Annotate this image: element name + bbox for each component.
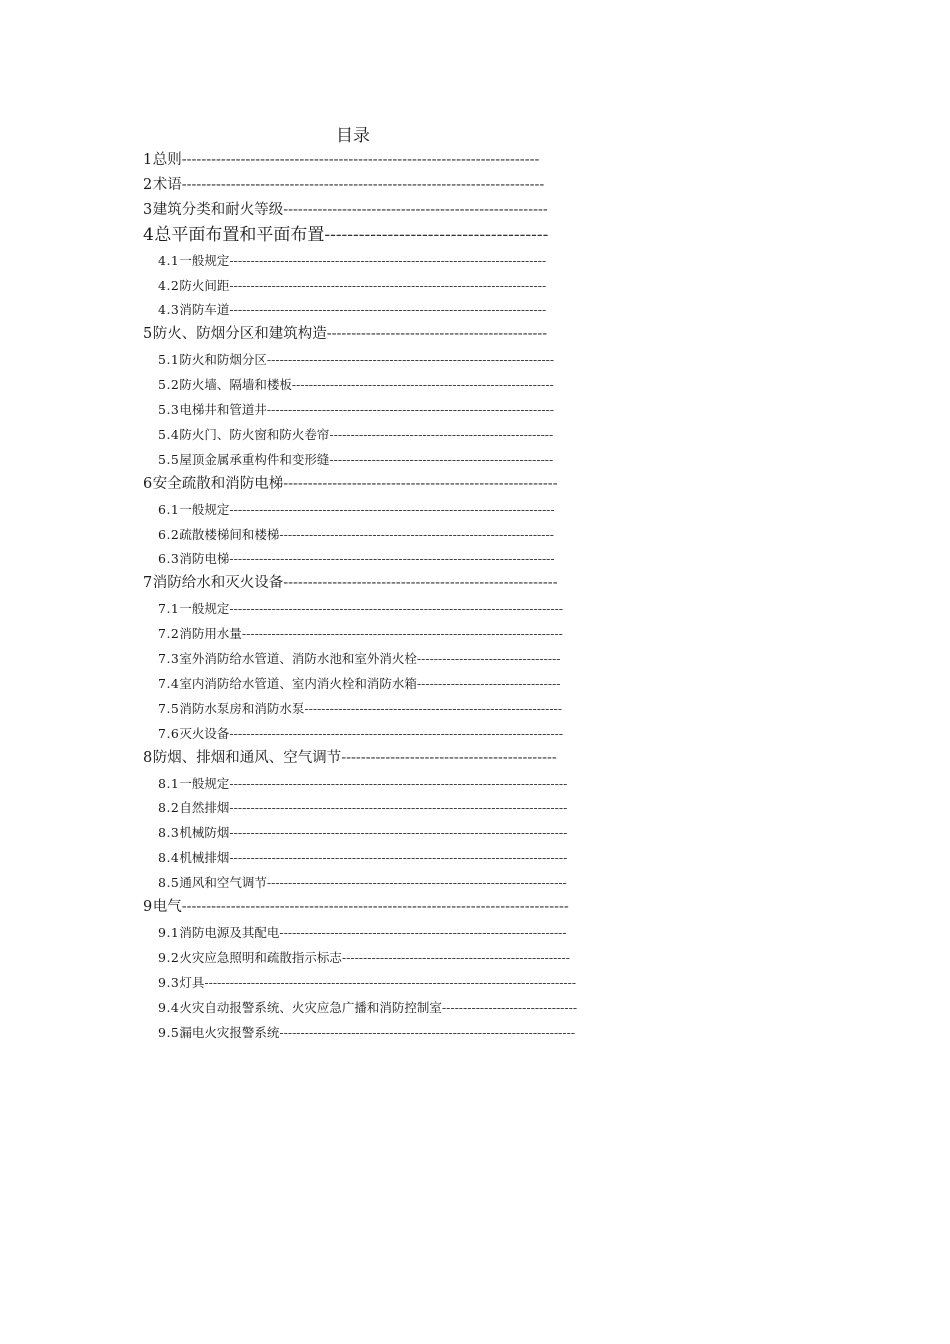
toc-entry-number: 9.2 — [158, 949, 180, 965]
toc-entry-text: 一般规定 — [179, 501, 230, 517]
toc-entry-number: 5 — [143, 326, 153, 343]
toc-entry-number: 9.5 — [158, 1024, 180, 1040]
toc-entry-text: 电气 — [152, 899, 182, 915]
toc-dot-leader: ------------------------------------------------------------------------------- — [181, 899, 569, 915]
toc-dot-leader: -------------------------------------------------------------------- — [266, 402, 555, 417]
toc-entry-number: 8 — [143, 749, 153, 766]
toc-dot-leader: ----------------------------------------------------------------------- — [266, 875, 567, 891]
toc-dot-leader: ------------------------------------------------------------------------- — [181, 152, 540, 168]
toc-entry — [158, 771, 570, 796]
toc-entry — [143, 746, 560, 771]
toc-entry-number: 7.6 — [158, 725, 180, 741]
toc-entry-text: 消防用水量 — [179, 626, 242, 642]
toc-dot-leader: -------------------------------------------------------------------- — [279, 924, 567, 940]
toc-entry-number: 9.4 — [158, 999, 180, 1015]
toc-entry-number: 4.3 — [158, 302, 180, 318]
toc-dot-leader: -------------------------------------------------------- — [283, 475, 558, 492]
toc-entry — [143, 148, 543, 173]
toc-entry — [158, 995, 577, 1020]
toc-entry-text: 室内消防给水管道、室内消火栓和消防水箱 — [179, 675, 417, 691]
toc-dot-leader: -------------------------------------------------------- — [283, 575, 558, 592]
toc-dot-leader: ---------------------------------- — [416, 651, 561, 666]
toc-entry-text: 防火、防烟分区和建筑构造 — [152, 326, 327, 343]
toc-entry-text: 防火间距 — [179, 277, 230, 293]
toc-entry-number: 7.5 — [158, 700, 180, 716]
toc-entry-number: 7.1 — [158, 601, 180, 617]
toc-entry-text: 消防水泵房和消防水泵 — [179, 700, 305, 716]
toc-entry-number: 8.4 — [158, 850, 180, 866]
toc-dot-leader: -------------------------------------------------------------------------------- — [229, 800, 568, 816]
toc-dot-leader: -------------------------------------------------------------------------------- — [229, 775, 568, 791]
toc-entry — [158, 297, 548, 322]
toc-entry — [158, 621, 563, 646]
toc-entry-text: 一般规定 — [179, 601, 230, 617]
toc-entry — [158, 671, 563, 696]
toc-dot-leader: -------------------------------------------------------------------------------- — [229, 825, 568, 841]
toc-entry-text: 屋顶金属承重构件和变形缝 — [179, 451, 330, 467]
toc-entry-number: 6.3 — [158, 551, 180, 567]
toc-entry-number: 6 — [143, 475, 153, 492]
toc-dot-leader: -------------------------------------------------------------------------------- — [229, 850, 568, 866]
toc-entry — [143, 895, 570, 920]
toc-entry — [158, 970, 577, 995]
toc-entry-number: 5.4 — [158, 426, 180, 442]
toc-entry-number: 8.5 — [158, 875, 180, 891]
toc-entry — [158, 397, 556, 422]
toc-dot-leader: -------------------------------------------------------------- — [291, 377, 554, 393]
toc-entry — [158, 646, 563, 671]
toc-entry-text: 防火门、防火窗和防火卷帘 — [179, 426, 330, 442]
toc-entry — [158, 845, 570, 870]
toc-entry-number: 4 — [143, 224, 155, 245]
toc-entry-text: 疏散楼梯间和楼梯 — [179, 526, 280, 542]
toc-entry-text: 灯具 — [179, 974, 205, 990]
toc-dot-leader: ----------------------------------------------------------------------------- — [229, 551, 555, 567]
toc-entry-text: 防火和防烟分区 — [179, 352, 267, 368]
toc-dot-leader: -------------------------------------------------------------------- — [266, 352, 555, 368]
toc-dot-leader: ---------------------------------------------------------------------------------------- — [204, 974, 577, 990]
toc-entry-text: 机械防烟 — [179, 825, 230, 841]
toc-entry-number: 8.1 — [158, 775, 180, 791]
toc-entry-number: 5.3 — [158, 402, 180, 417]
toc-entry-text: 总平面布置和平面布置 — [154, 224, 325, 245]
toc-entry — [143, 571, 558, 596]
toc-entry-text: 一般规定 — [179, 252, 230, 268]
toc-entry — [158, 273, 548, 298]
toc-entry-text: 总则 — [152, 152, 182, 168]
toc-entry-number: 5.2 — [158, 377, 180, 393]
toc-entry-text: 一般规定 — [179, 775, 230, 791]
toc-entry-text: 电梯井和管道井 — [179, 402, 267, 417]
toc-dot-leader: ------------------------------------------------------ — [283, 201, 548, 218]
toc-entry-text: 机械排烟 — [179, 850, 230, 866]
toc-entry — [158, 920, 570, 945]
toc-entry-text: 通风和空气调节 — [179, 875, 267, 891]
toc-dot-leader: ------------------------------------------------------------- — [304, 700, 563, 716]
toc-dot-leader: ---------------------------------- — [416, 675, 561, 691]
toc-entry — [143, 472, 558, 497]
toc-entry — [158, 447, 556, 472]
toc-dot-leader: --------------------------------------------------------------------------- — [229, 302, 547, 318]
toc-entry-text: 火灾自动报警系统、火灾应急广播和消防控制室 — [179, 999, 442, 1015]
toc-entry-number: 7.2 — [158, 626, 180, 642]
toc-dot-leader: ------------------------------------------------------------------------------- — [229, 725, 563, 741]
toc-entry-number: 7 — [143, 575, 153, 592]
toc-entry-text: 消防车道 — [179, 302, 230, 318]
toc-dot-leader: ---------------------------------------------------------------------------- — [241, 626, 563, 642]
toc-entry-number: 9 — [143, 899, 153, 915]
toc-entry-number: 6.1 — [158, 501, 180, 517]
toc-dot-leader: --------------------------------------------------------------------------- — [229, 277, 547, 293]
toc-entry-number: 8.3 — [158, 825, 180, 841]
toc-entry — [143, 322, 550, 347]
toc-dot-leader: --------------------------------------------- — [326, 326, 548, 343]
toc-entry — [158, 497, 556, 522]
toc-entry-text: 自然排烟 — [179, 800, 230, 816]
toc-entry-text: 防烟、排烟和通风、空气调节 — [152, 749, 342, 766]
toc-entry-text: 室外消防给水管道、消防水池和室外消火栓 — [179, 651, 417, 666]
toc-entry — [158, 1020, 577, 1045]
toc-entry — [143, 173, 548, 198]
toc-entry-number: 6.2 — [158, 526, 180, 542]
toc-entry-number: 2 — [143, 176, 153, 193]
toc-dot-leader: ----------------------------------------------------- — [329, 451, 554, 467]
toc-entry-text: 消防电梯 — [179, 551, 230, 567]
toc-dot-leader: -------------------------------------------------------------------------- — [181, 176, 545, 193]
toc-entry-number: 5.1 — [158, 352, 180, 368]
toc-entry — [158, 721, 563, 746]
toc-dot-leader: ------------------------------------------------------ — [341, 949, 570, 965]
toc-entry — [143, 198, 550, 223]
toc-dot-leader: ----------------------------------------------------------------------------- — [229, 501, 555, 517]
toc-entry-text: 防火墙、隔墙和楼板 — [179, 377, 292, 393]
toc-dot-leader: --------------------------------------- — [324, 224, 549, 245]
toc-entry — [158, 696, 563, 721]
toc-dot-leader: -------------------------------------------- — [341, 749, 557, 766]
toc-entry-number: 8.2 — [158, 800, 180, 816]
toc-entry-number: 4.2 — [158, 277, 180, 293]
toc-entry-text: 消防电源及其配电 — [179, 924, 280, 940]
toc-entry-text: 消防给水和灭火设备 — [152, 575, 284, 592]
toc-entry-number: 5.5 — [158, 451, 180, 467]
toc-entry — [158, 546, 556, 571]
toc-entry-number: 4.1 — [158, 252, 180, 268]
toc-entry-text: 建筑分类和耐火等级 — [152, 201, 284, 218]
toc-entry — [158, 248, 548, 273]
toc-entry-text: 灭火设备 — [179, 725, 230, 741]
toc-entry-number: 1 — [143, 152, 153, 168]
toc-entry — [158, 347, 556, 372]
toc-entry-text: 火灾应急照明和疏散指示标志 — [179, 949, 342, 965]
toc-entry — [143, 223, 550, 248]
toc-entry-number: 9.3 — [158, 974, 180, 990]
toc-entry-number: 9.1 — [158, 924, 180, 940]
toc-entry — [158, 596, 563, 621]
toc-dot-leader: ----------------------------------------------------- — [329, 426, 554, 442]
toc-entry-text: 术语 — [152, 176, 182, 193]
toc-entry-number: 7.3 — [158, 651, 180, 666]
toc-entry — [158, 945, 570, 970]
toc-entry — [158, 820, 570, 845]
toc-entry — [158, 372, 556, 397]
toc-entry — [158, 870, 570, 895]
toc-entry-text: 安全疏散和消防电梯 — [152, 475, 284, 492]
toc-dot-leader: --------------------------------------------------------------------------- — [229, 252, 547, 268]
toc-dot-leader: ------------------------------------------------------------------------------- — [229, 601, 563, 617]
toc-entry-text: 漏电火灾报警系统 — [179, 1024, 280, 1040]
toc-entry — [158, 422, 556, 447]
toc-dot-leader: ----------------------------------------------------------------- — [279, 526, 554, 542]
toc-entry-number: 7.4 — [158, 675, 180, 691]
toc-entry-number: 3 — [143, 201, 153, 218]
toc-entry — [158, 522, 556, 547]
toc-dot-leader: ---------------------------------------------------------------------- — [279, 1024, 576, 1040]
toc-dot-leader: -------------------------------- — [441, 999, 577, 1015]
toc-entry — [158, 795, 570, 820]
toc-title: 目录 — [336, 126, 370, 146]
